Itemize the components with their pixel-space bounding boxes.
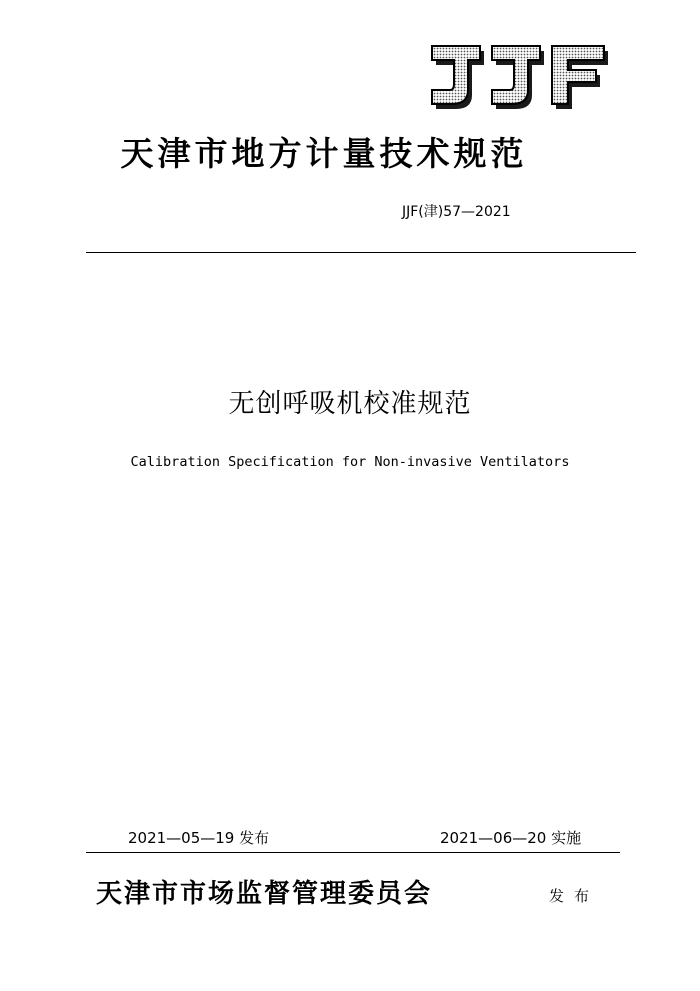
document-title-en: Calibration Specification for Non-invasive Ventilators (130, 454, 570, 470)
series-title: 天津市地方计量技术规范 (120, 134, 528, 173)
document-title-zh: 无创呼吸机校准规范 (228, 389, 472, 419)
issuing-authority: 天津市市场监督管理委员会 (96, 879, 433, 909)
issue-date: 2021—05—19 发布 (128, 829, 270, 847)
bottom-divider (86, 852, 620, 853)
implementation-date: 2021—06—20 实施 (440, 829, 582, 847)
publish-label: 发布 (549, 887, 600, 905)
document-number: JJF(津)57—2021 (402, 204, 511, 220)
jjf-logo (430, 44, 610, 112)
top-divider (86, 252, 636, 253)
